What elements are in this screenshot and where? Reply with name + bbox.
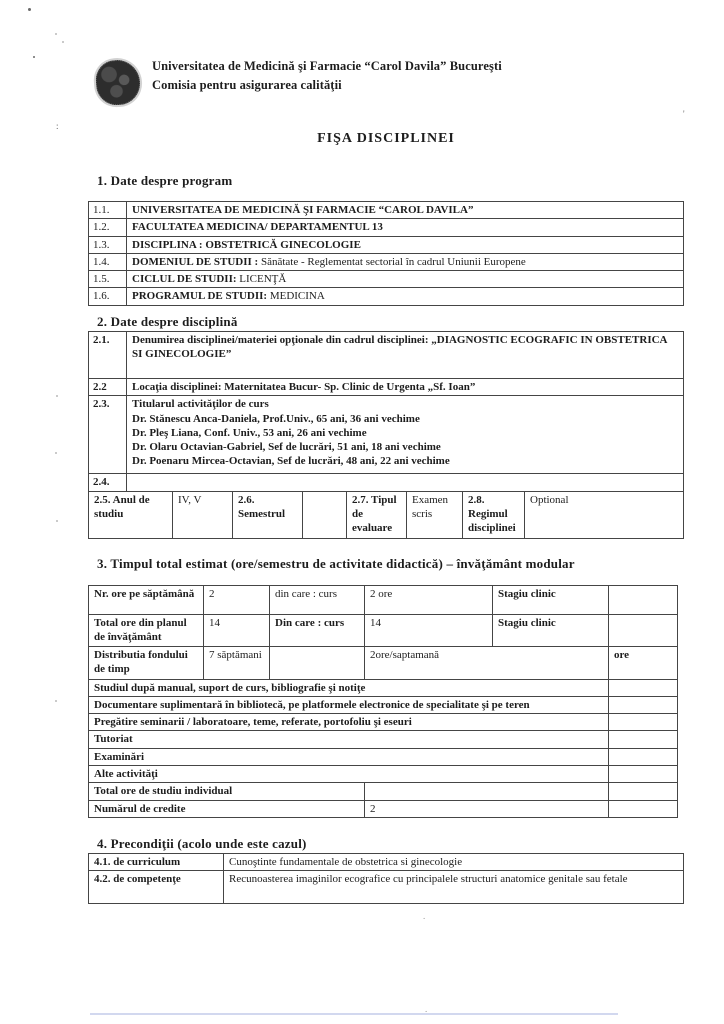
table-row	[89, 615, 678, 647]
of-which-course-label: din care : curs	[270, 586, 365, 615]
section-3-heading: 3. Timpul total estimat (ore/semestru de activitate didactică) – învăţământ modular	[97, 556, 575, 571]
table-row	[89, 253, 684, 270]
scan-artifact: :	[56, 121, 59, 131]
empty-cell	[127, 474, 684, 491]
table-row	[89, 236, 684, 253]
scan-artifact	[33, 56, 35, 58]
activity-row-label: Examinări	[89, 748, 609, 765]
scan-artifact	[56, 395, 58, 397]
section-2-heading: 2. Date despre disciplină	[97, 314, 238, 329]
section-4-heading: 4. Precondiţii (acolo unde este cazul)	[97, 836, 307, 851]
row-number: 2.4.	[89, 474, 127, 491]
row-value: PROGRAMUL DE STUDII: MEDICINA	[127, 288, 684, 305]
document-title: FIŞA DISCIPLINEI	[317, 131, 455, 146]
program-info-table	[88, 201, 684, 306]
empty-cell	[609, 714, 678, 731]
document-header	[96, 57, 502, 105]
estimated-time-table	[88, 585, 678, 818]
empty-cell	[609, 696, 678, 713]
row-number: 2.1.	[89, 332, 127, 379]
scan-artifact: .	[425, 1004, 428, 1014]
weeks-value: 7 săptămani	[204, 646, 270, 679]
lecturer-item: Dr. Olaru Octavian-Gabriel, Sef de lucrări, 51 ani, 18 ani vechime	[132, 441, 441, 454]
lecturer-item: Dr. Poenaru Mircea-Octavian, Sef de lucrări, 48 ani, 22 ani vechime	[132, 455, 450, 468]
course-lecturers	[127, 396, 684, 474]
empty-cell	[609, 731, 678, 748]
credits-value: 2	[365, 800, 609, 817]
competence-precondition-label: 4.2. de competenţe	[89, 871, 224, 904]
empty-cell	[609, 586, 678, 615]
table-row	[89, 271, 684, 288]
hours-per-week-value: 2ore/saptamană	[365, 646, 609, 679]
scan-artifact	[55, 33, 57, 35]
table-row	[89, 871, 684, 904]
row-value: CICLUL DE STUDII: LICENŢĂ	[127, 271, 684, 288]
table-row	[89, 696, 678, 713]
empty-cell	[609, 783, 678, 800]
table-row	[89, 586, 678, 615]
org-committee: Comisia pentru asigurarea calităţii	[152, 77, 342, 92]
row-value: FACULTATEA MEDICINA/ DEPARTAMENTUL 13	[127, 219, 684, 236]
evaluation-type-value: Examen scris	[407, 491, 463, 538]
evaluation-type-label: 2.7. Tipul de evaluare	[347, 491, 407, 538]
individual-study-total-label: Total ore de studiu individual	[89, 783, 365, 800]
curriculum-precondition-label: 4.1. de curriculum	[89, 854, 224, 871]
course-hours-value: 2 ore	[365, 586, 493, 615]
hours-per-week-label: Nr. ore pe săptămână	[89, 586, 204, 615]
row-number: 1.5.	[89, 271, 127, 288]
table-row	[89, 800, 678, 817]
table-row	[89, 766, 678, 783]
table-row	[89, 714, 678, 731]
scan-artifact: '	[683, 109, 685, 119]
org-name: Universitatea de Medicină şi Farmacie “Carol Davila” Bucureşti	[152, 59, 502, 73]
hours-unit-label: ore	[609, 646, 678, 679]
row-number: 1.3.	[89, 236, 127, 253]
empty-cell	[609, 615, 678, 647]
org-block	[152, 57, 502, 95]
lecturers-label: Titularul activităţilor de curs	[132, 398, 269, 411]
scan-artifact	[55, 452, 57, 454]
empty-cell	[270, 646, 365, 679]
clinical-stage-label: Stagiu clinic	[493, 615, 609, 647]
table-row	[89, 854, 684, 871]
table-row	[89, 679, 678, 696]
preconditions-table	[88, 853, 684, 904]
discipline-regime-value: Optional	[525, 491, 684, 538]
lecturer-item: Dr. Stănescu Anca-Daniela, Prof.Univ., 65 ani, 36 ani vechime	[132, 412, 420, 425]
time-distribution-label: Distributia fondului de timp	[89, 646, 204, 679]
table-row	[89, 731, 678, 748]
activity-row-label: Tutoriat	[89, 731, 609, 748]
competence-precondition-value: Recunoasterea imaginilor ecografice cu principalele structuri anatomice genitale sau fetale	[224, 871, 684, 904]
study-year-value: IV, V	[173, 491, 233, 538]
of-which-course-label: Din care : curs	[270, 615, 365, 647]
individual-study-total-value	[365, 783, 609, 800]
table-row	[89, 219, 684, 236]
table-row	[89, 491, 684, 538]
table-row	[89, 332, 684, 379]
row-number: 1.4.	[89, 253, 127, 270]
table-row	[89, 288, 684, 305]
table-row	[89, 202, 684, 219]
empty-cell	[609, 800, 678, 817]
semester-value	[303, 491, 347, 538]
curriculum-precondition-value: Cunoştinte fundamentale de obstetrica si ginecologie	[224, 854, 684, 871]
discipline-name: Denumirea disciplinei/materiei opţionale din cadrul disciplinei: „DIAGNOSTIC ECOGRAFIC IN OBSTETRICA SI GINECOLOGIE”	[127, 332, 684, 379]
discipline-info-table	[88, 331, 684, 539]
empty-cell	[609, 748, 678, 765]
table-row	[89, 783, 678, 800]
scan-artifact	[62, 41, 64, 43]
row-value: DOMENIUL DE STUDII : Sănătate - Reglementat sectorial în cadrul Uniunii Europene	[127, 253, 684, 270]
empty-cell	[609, 679, 678, 696]
discipline-location: Locaţia disciplinei: Maternitatea Bucur- Sp. Clinic de Urgenta „Sf. Ioan”	[127, 379, 684, 396]
scan-artifact: .	[423, 911, 426, 921]
activity-row-label: Alte activităţi	[89, 766, 609, 783]
section-1-heading: 1. Date despre program	[97, 173, 233, 188]
lecturer-item: Dr. Pleş Liana, Conf. Univ., 53 ani, 26 ani vechime	[132, 426, 367, 439]
table-row	[89, 474, 684, 491]
total-hours-plan-label: Total ore din planul de învăţământ	[89, 615, 204, 647]
scan-edge-line	[90, 1013, 618, 1015]
activity-row-label: Documentare suplimentară în bibliotecă, pe platformele electronice de specialitate şi pe teren	[89, 696, 609, 713]
row-number: 1.6.	[89, 288, 127, 305]
course-hours-value: 14	[365, 615, 493, 647]
row-number: 1.1.	[89, 202, 127, 219]
discipline-regime-label: 2.8. Regimul disciplinei	[463, 491, 525, 538]
activity-row-label: Studiul după manual, suport de curs, bibliografie şi notiţe	[89, 679, 609, 696]
row-number: 1.2.	[89, 219, 127, 236]
study-year-label: 2.5. Anul de studiu	[89, 491, 173, 538]
table-row	[89, 646, 678, 679]
table-row	[89, 379, 684, 396]
semester-label: 2.6. Semestrul	[233, 491, 303, 538]
row-number: 2.3.	[89, 396, 127, 474]
scan-artifact	[28, 8, 31, 11]
empty-cell	[609, 766, 678, 783]
clinical-stage-label: Stagiu clinic	[493, 586, 609, 615]
scan-artifact	[55, 700, 57, 702]
credits-label: Numărul de credite	[89, 800, 365, 817]
scan-artifact	[56, 520, 58, 522]
row-value: UNIVERSITATEA DE MEDICINĂ ŞI FARMACIE “CAROL DAVILA”	[127, 202, 684, 219]
table-row	[89, 748, 678, 765]
table-row	[89, 396, 684, 474]
hours-per-week-value: 2	[204, 586, 270, 615]
university-seal-logo	[94, 59, 141, 107]
row-number: 2.2	[89, 379, 127, 396]
total-hours-plan-value: 14	[204, 615, 270, 647]
activity-row-label: Pregătire seminarii / laboratoare, teme, referate, portofoliu şi eseuri	[89, 714, 609, 731]
row-value: DISCIPLINA : OBSTETRICĂ GINECOLOGIE	[127, 236, 684, 253]
